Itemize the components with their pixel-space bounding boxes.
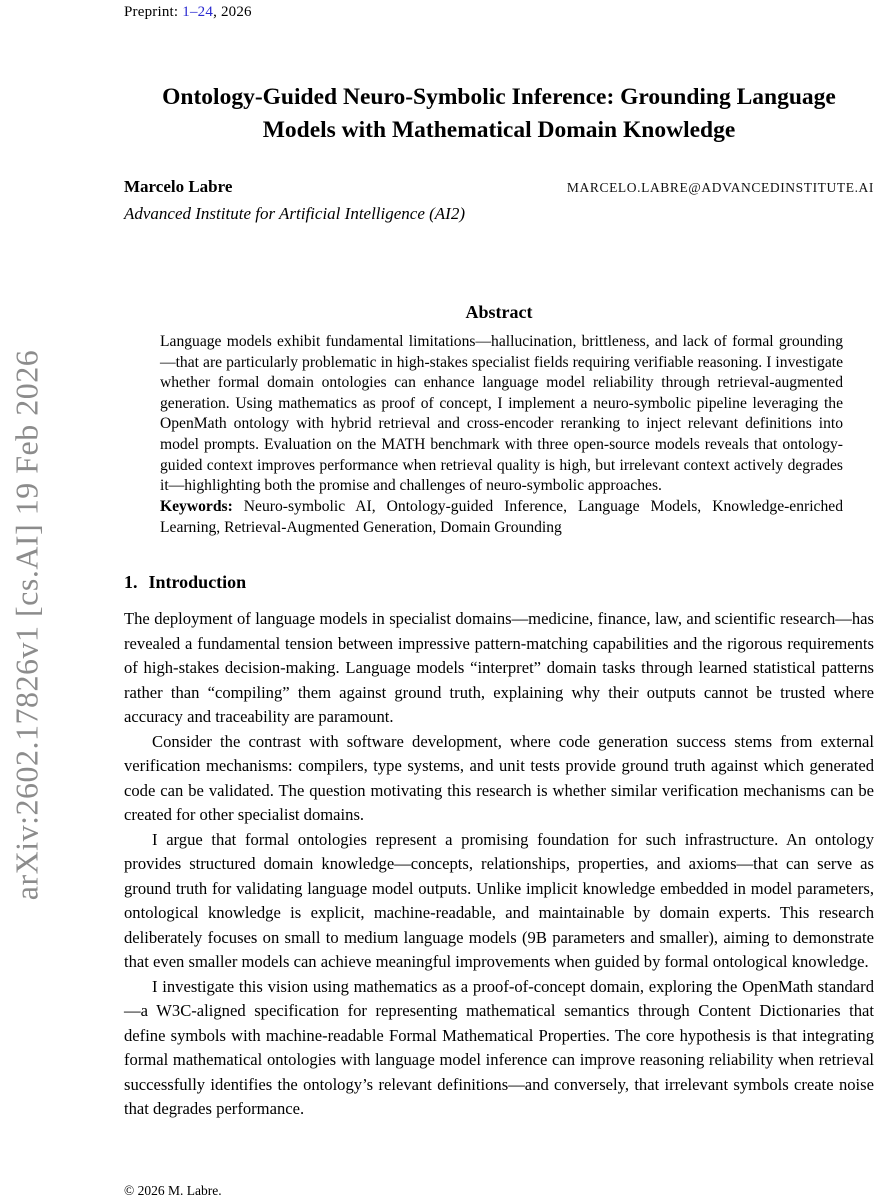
paragraph: Consider the contrast with software development, where code generation success stems from external verification mechanisms: compilers, type systems, and unit tests provide ground truth against which generated code can be validated. The question motivating this research is whether similar verification mechanisms can be created for other specialist domains. — [124, 731, 874, 825]
author-affiliation: Advanced Institute for Artificial Intelligence (AI2) — [124, 204, 466, 223]
abstract-heading: Abstract — [465, 302, 533, 322]
author-name: Marcelo Labre — [124, 177, 233, 196]
abstract-block — [160, 332, 843, 538]
section-1-heading — [124, 572, 874, 593]
section-1-body — [124, 607, 874, 1122]
page-range-link[interactable]: 1–24 — [182, 4, 214, 20]
paragraph: The deployment of language models in specialist domains—medicine, finance, law, and scientific research—has revealed a fundamental tension between impressive pattern-matching capabilities and the rigorous requirements of high-stakes decision-making. Language models “interpret” domain tasks through learned statistical patterns rather than “compiling” them against ground truth, explaining why their outputs cannot be trusted where accuracy and traceability are paramount. — [124, 609, 874, 727]
keywords-label: Keywords: — [160, 497, 233, 515]
preprint-header — [124, 4, 874, 21]
copyright-notice: © 2026 M. Labre. — [124, 1183, 222, 1198]
preprint-header-suffix: , 2026 — [213, 4, 252, 20]
arxiv-watermark: arXiv:2602.17826v1 [cs.AI] 19 Feb 2026 — [8, 349, 45, 901]
author-email-link[interactable]: MARCELO.LABRE@ADVANCEDINSTITUTE.AI — [566, 180, 874, 195]
paper-title: Ontology-Guided Neuro-Symbolic Inference: Grounding Language Models with Mathematical Domain Knowledge — [162, 84, 836, 143]
paragraph: I argue that formal ontologies represent a promising foundation for such infrastructure. An ontology provides structured domain knowledge—concepts, relationships, properties, and axioms—that can serve as ground truth for validating language model outputs. Unlike implicit knowledge embedded in model parameters, ontological knowledge is explicit, machine-readable, and maintainable by domain experts. This research deliberately focuses on small to medium language models (9B parameters and smaller), aiming to demonstrate that even smaller models can achieve meaningful improvements when guided by formal ontological knowledge. — [124, 829, 874, 972]
keywords-line — [160, 497, 843, 538]
abstract-body: Language models exhibit fundamental limitations—hallucination, brittleness, and lack of formal grounding—that are particularly problematic in high-stakes specialist fields requiring verifiable reasoning. I investigate whether formal domain ontologies can enhance language model reliability through retrieval-augmented generation. Using mathematics as proof of concept, I implement a neuro-symbolic pipeline leveraging the OpenMath ontology with hybrid retrieval and cross-encoder reranking to inject relevant definitions into model prompts. Evaluation on the MATH benchmark with three open-source models reveals that ontology-guided context improves performance when retrieval quality is high, but irrelevant context actively degrades it—highlighting both the promise and challenges of neuro-symbolic approaches. — [160, 333, 843, 495]
paragraph: I investigate this vision using mathematics as a proof-of-concept domain, exploring the OpenMath standard—a W3C-aligned specification for representing mathematical semantics through Content Dictionaries that define symbols with machine-readable Formal Mathematical Properties. The core hypothesis is that integrating formal mathematical ontologies with language model inference can improve reasoning reliability when retrieval successfully identifies the ontology’s relevant definitions—and conversely, that irrelevant symbols create noise that degrades performance. — [124, 976, 874, 1119]
paper-page — [124, 0, 874, 1122]
section-1-title: Introduction — [148, 572, 247, 593]
keywords-text: Neuro-symbolic AI, Ontology-guided Inference, Language Models, Knowledge-enriched Learning, Retrieval-Augmented Generation, Domain Grounding — [160, 497, 843, 536]
author-row — [124, 177, 874, 197]
section-1-number: 1. — [124, 572, 138, 593]
preprint-header-prefix: Preprint: — [124, 4, 183, 20]
